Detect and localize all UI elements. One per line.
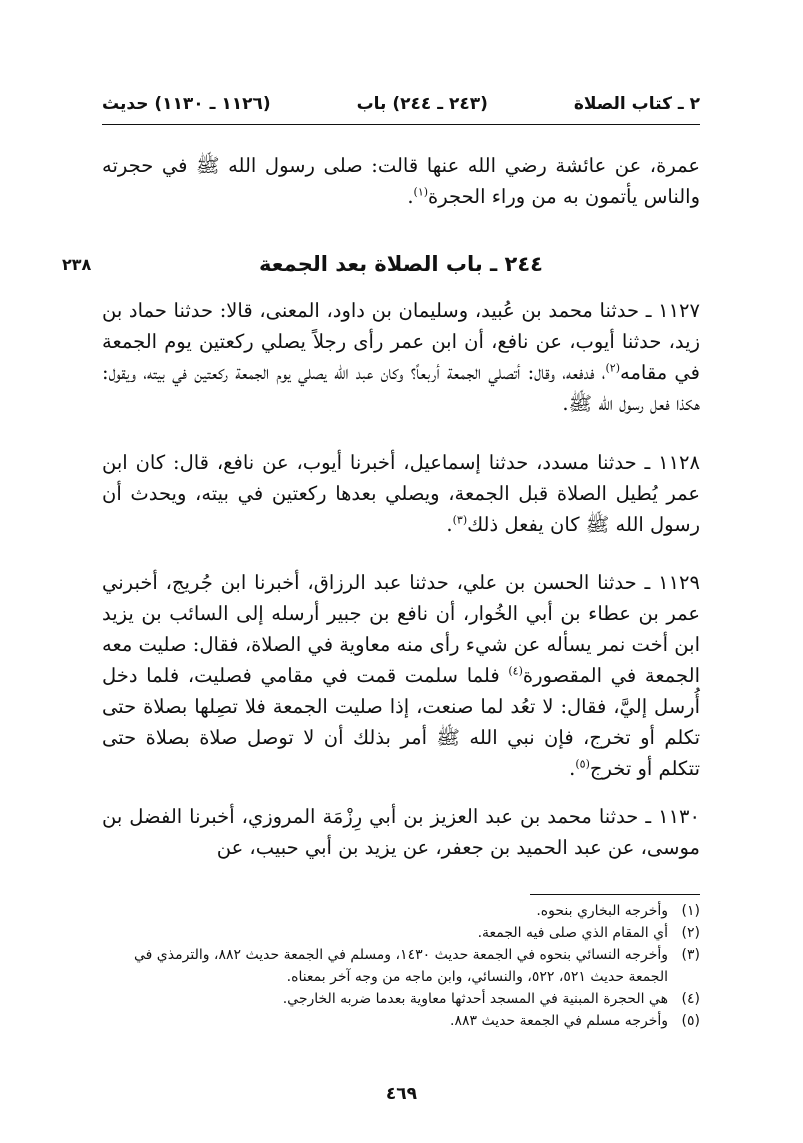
footnote <box>102 988 700 1010</box>
footnote-divider <box>530 894 700 895</box>
footnote-ref: (٥) <box>575 757 590 771</box>
header-hadith-range: (١١٢٦ ـ ١١٣٠) حديث <box>102 94 271 114</box>
hadith-1129: ١١٢٩ ـ حدثنا الحسن بن علي، حدثنا عبد الرزاق، أخبرنا ابن جُريج، أخبرني عمر بن عطاء بن أبي الخُوار، أن نافع بن جبير أرسله إلى السائب بن يزيد ابن أخت نمر يسأله عن شيء رأى منه معاوية في الصلاة، فقال: صليت معه الجمعة في المقصورة$^{(٤)}$ فلما سلمت قمت في مقامي فصليت، فلما دخل أُرسل إليَّ، فقال: لا تعُد لما صنعت، إذا صليت الجمعة فلا تصِلها بصلاة حتى تكلم أو تخرج، فإن نبي الله ﷺ أمر بذلك أن لا توصل صلاة بصلاة حتى تتكلم أو تخرج$^{(٥)}$. <box>102 571 701 780</box>
footnote <box>102 1010 700 1032</box>
footnote <box>102 900 700 922</box>
margin-number: ٢٣٨ <box>62 255 92 274</box>
footnote-text: وأخرجه النسائي بنحوه في الجمعة حديث ١٤٣٠، ومسلم في الجمعة حديث ٨٨٢، والترمذي في الجمعة حديث ٥٢١، ٥٢٢، والنسائي، وابن ماجه من وجه آخر بمعناه. <box>134 947 668 985</box>
footnote-text: وأخرجه البخاري بنحوه. <box>536 903 668 919</box>
footnote-number: (٣) <box>681 947 700 963</box>
footnote-text: وأخرجه مسلم في الجمعة حديث ٨٨٣. <box>450 1013 668 1029</box>
footnote-ref: (١) <box>413 185 429 199</box>
footnote-number: (٥) <box>681 1013 700 1029</box>
hadith-1127: ١١٢٧ ـ حدثنا محمد بن عُبيد، وسليمان بن داود، المعنى، قالا: حدثنا حماد بن زيد، حدثنا أيوب، عن نافع، أن ابن عمر رأى رجلاً يصلي ركعتين يوم الجمعة في مقامه$^{(٢)}$، فدفعه، وقال: أتصلي الجمعة أربعاً؟ وكان عبد الله يصلي يوم الجمعة ركعتين في بيته، ويقول: هكذا فعل رسول الله ﷺ. <box>102 299 700 415</box>
header-section: ٢ ـ كتاب الصلاة <box>573 94 700 114</box>
footnote-number: (١) <box>681 903 700 919</box>
page-number: ٤٦٩ <box>385 1084 418 1104</box>
footnote-ref: (٤) <box>508 664 523 678</box>
footnote-ref: (٣) <box>452 513 468 527</box>
header-divider <box>102 124 700 125</box>
footnote-number: (٤) <box>681 991 700 1007</box>
running-header <box>102 88 700 120</box>
footnote <box>102 944 700 988</box>
footnote-text: هي الحجرة المبنية في المسجد أحدثها معاوية بعدما ضربه الخارجي. <box>282 991 668 1007</box>
footnote-text: أي المقام الذي صلى فيه الجمعة. <box>477 925 668 941</box>
hadith-1130: ١١٣٠ ـ حدثنا محمد بن عبد العزيز بن أبي رِزْمَة المروزي، أخبرنا الفضل بن موسى، عن عبد الحميد بن جعفر، عن يزيد بن أبي حبيب، عن <box>102 805 700 859</box>
header-chapter-range: (٢٤٣ ـ ٢٤٤) باب <box>356 94 488 114</box>
hadith-1128: ١١٢٨ ـ حدثنا مسدد، حدثنا إسماعيل، أخبرنا أيوب، عن نافع، قال: كان ابن عمر يُطيل الصلاة قبل الجمعة، ويصلي بعدها ركعتين في بيته، ويحدث أن رسول الله ﷺ كان يفعل ذلك$^{(٣)}$. <box>102 451 700 536</box>
chapter-title: ٢٤٤ ـ باب الصلاة بعد الجمعة <box>259 252 543 276</box>
intro-paragraph: عمرة، عن عائشة رضي الله عنها قالت: صلى رسول الله ﷺ في حجرته والناس يأتمون به من وراء الحجرة$^{(١)}$. <box>102 154 700 208</box>
footnote <box>102 922 700 944</box>
footnote-number: (٢) <box>681 925 700 941</box>
footnote-ref: (٢) <box>605 361 621 375</box>
footnotes <box>102 900 700 1032</box>
